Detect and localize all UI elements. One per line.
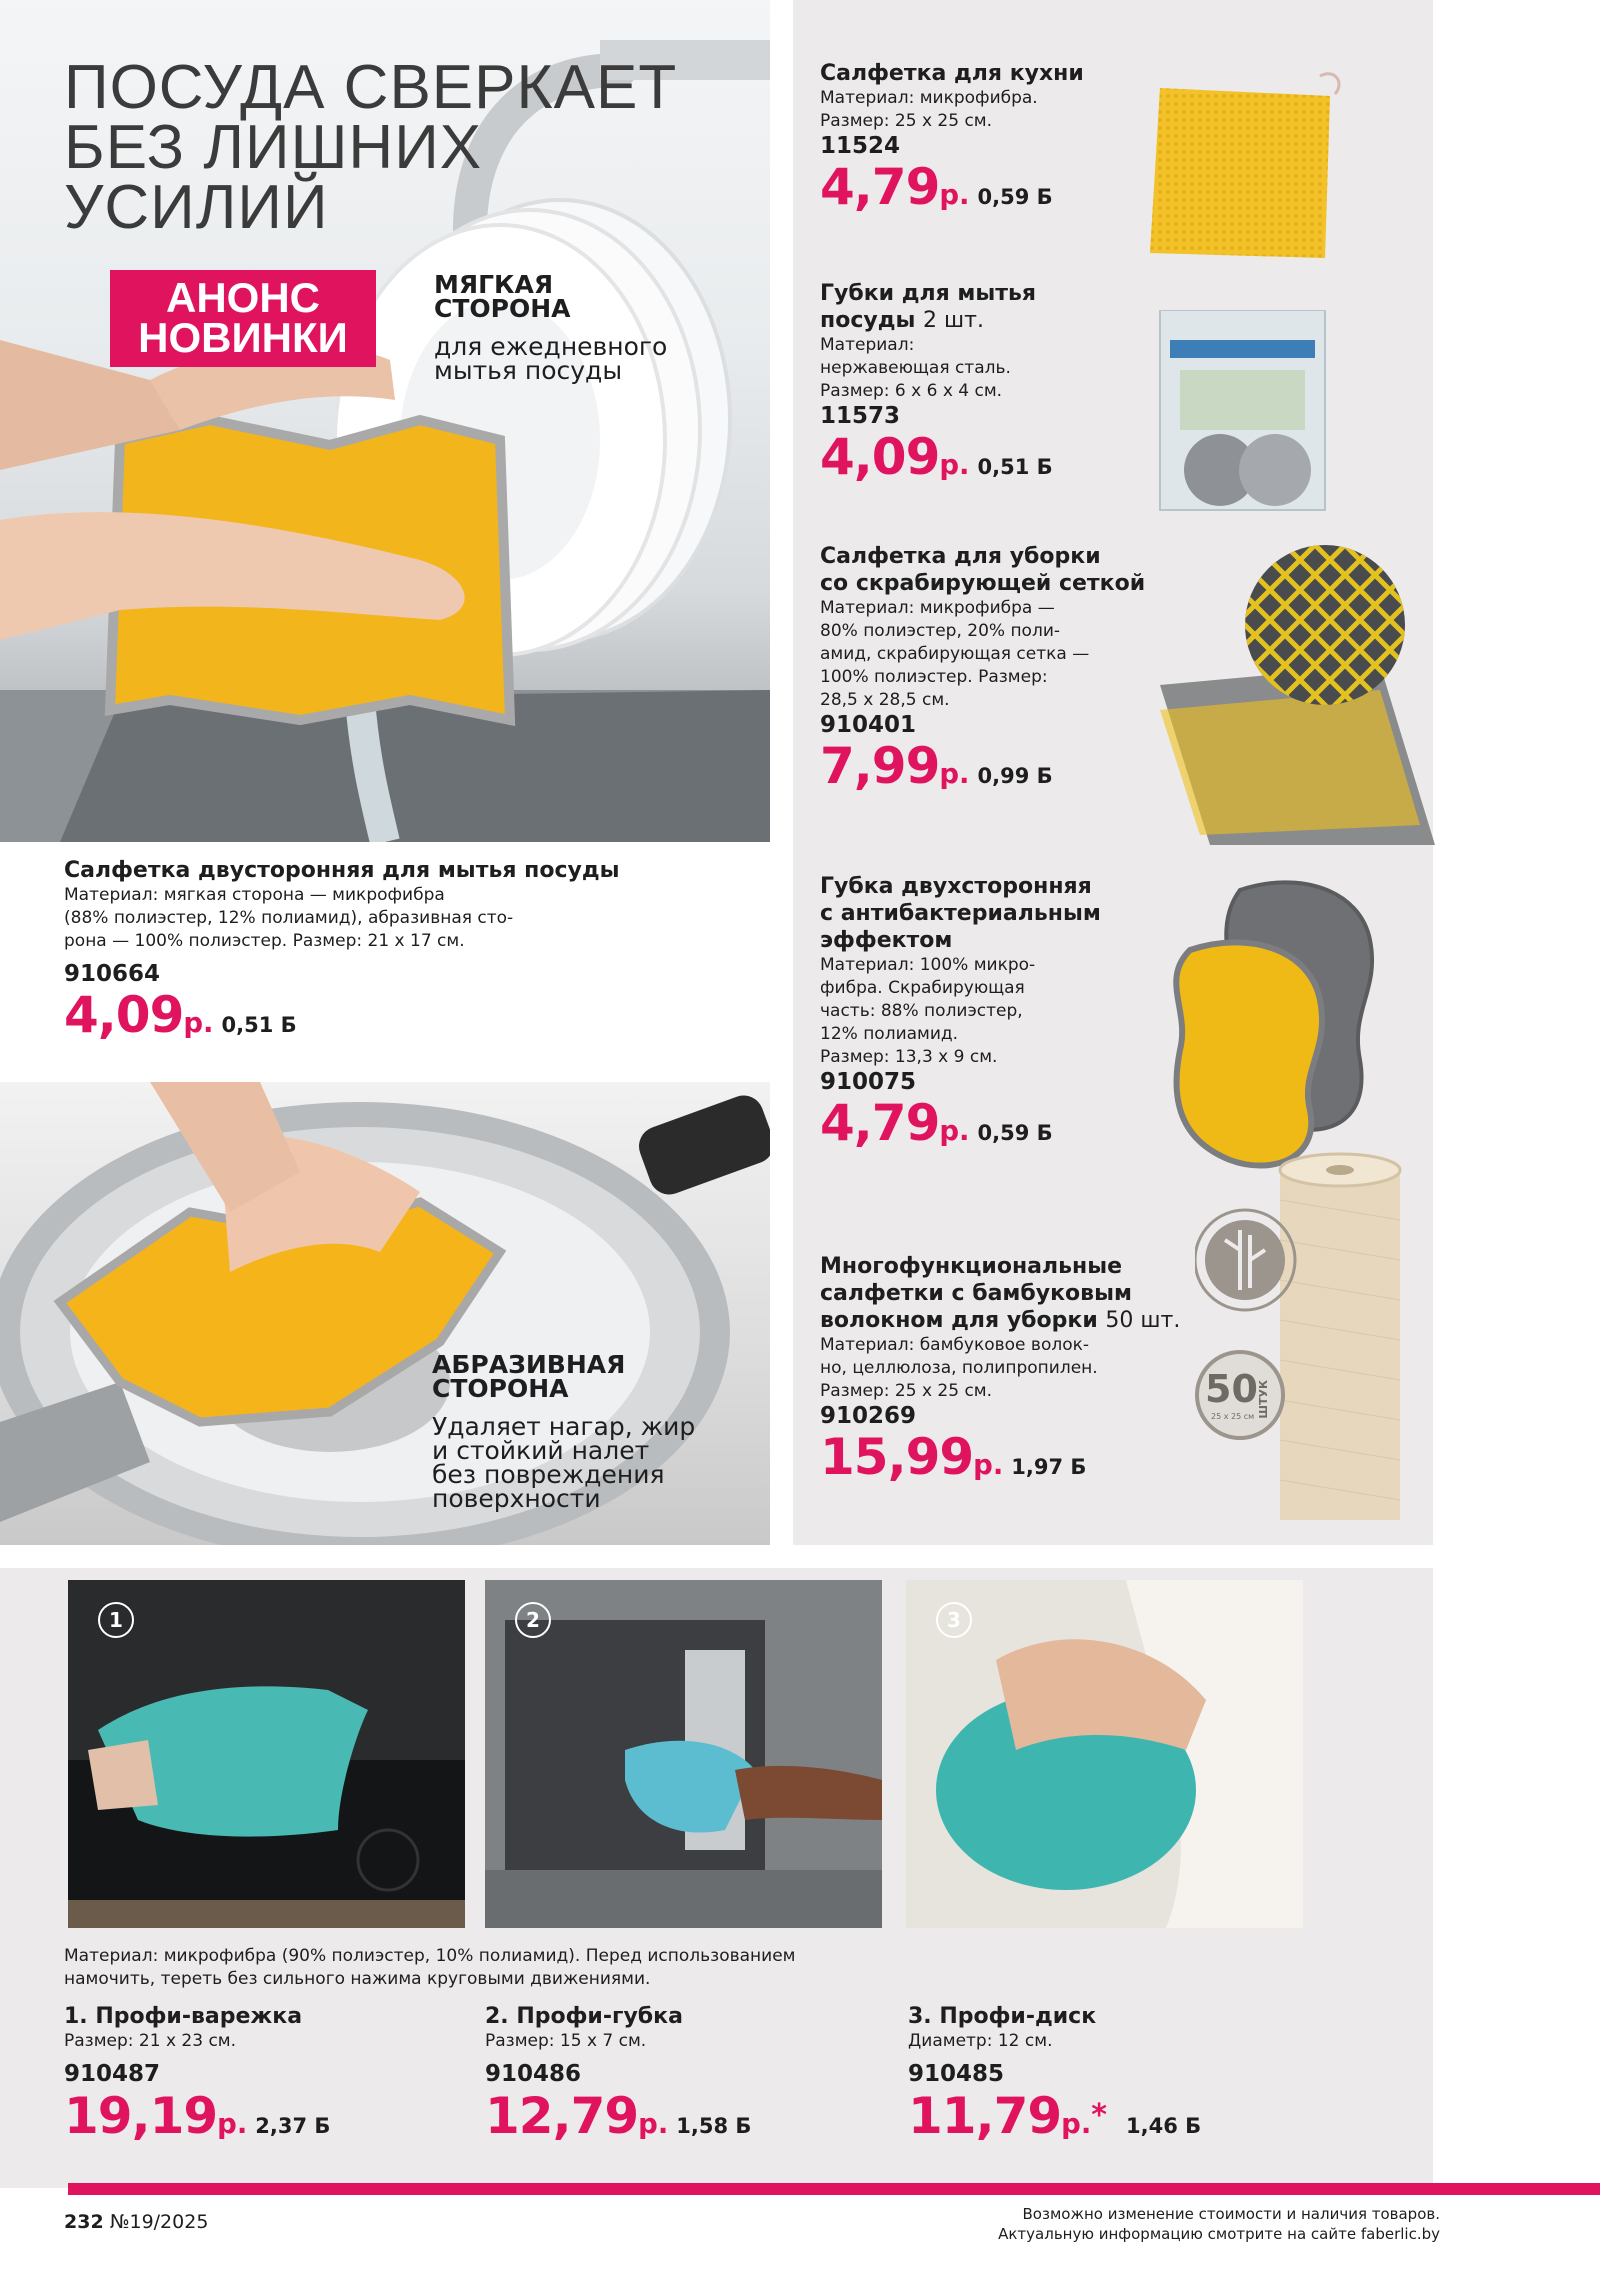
product-price <box>820 1429 1190 1495</box>
product-title: эффектом <box>820 928 953 953</box>
product-desc: амид, скрабирующая сетка — <box>820 644 1090 664</box>
fifty-pieces-badge <box>1195 1350 1285 1440</box>
scrub-cloth-image <box>1150 545 1435 845</box>
footer-accent-line <box>68 2183 1600 2195</box>
product-code: 910269 <box>820 1403 917 1429</box>
main-product-title: Салфетка двусторонняя для мытья посуды <box>64 858 620 883</box>
kitchen-cloth-image <box>1140 68 1350 268</box>
price-value: 7,99 <box>820 737 940 795</box>
product-title: 2. Профи-губка <box>485 2004 683 2029</box>
product-size: Диаметр: 12 см. <box>908 2031 1053 2051</box>
product-size: Размер: 15 x 7 см. <box>485 2031 647 2051</box>
page-number: 232 <box>64 2211 104 2233</box>
product-steel-sponges <box>820 280 1150 495</box>
points: 1,97 Б <box>1011 1455 1087 1479</box>
price-asterisk: * <box>1091 2098 1106 2133</box>
profi-sponge-photo <box>485 1580 882 1928</box>
currency: р. <box>939 179 970 211</box>
profi-material <box>64 1945 1364 1991</box>
product-title-line-3 <box>820 1307 1190 1334</box>
product-code: 910485 <box>908 2061 1005 2087</box>
product-desc: фибра. Скрабирующая <box>820 978 1025 998</box>
product-title: Салфетка для кухни <box>820 61 1084 86</box>
product-size: Размер: 21 x 23 см. <box>64 2031 237 2051</box>
product-title: Губка двухсторонняя <box>820 874 1092 899</box>
product-desc: Материал: микрофибра — <box>820 598 1055 618</box>
currency: р. <box>217 2108 248 2140</box>
price-value: 19,19 <box>64 2087 218 2145</box>
product-title: 3. Профи-диск <box>908 2004 1097 2029</box>
product-desc: 28,5 x 28,5 см. <box>820 690 950 710</box>
profi-glove-photo <box>68 1580 465 1928</box>
points: 1,58 Б <box>676 2114 752 2138</box>
soft-side-callout <box>434 270 734 385</box>
headline-line-3: УСИЛИЙ <box>64 173 329 242</box>
product-desc: часть: 88% полиэстер, <box>820 1001 1023 1021</box>
bamboo-roll-image <box>1195 1140 1425 1540</box>
soft-side-title-1: МЯГКАЯ <box>434 270 554 299</box>
product-price <box>64 2087 444 2155</box>
points: 0,99 Б <box>977 764 1053 788</box>
headline-line-1: ПОСУДА СВЕРКАЕТ <box>64 53 678 122</box>
currency: р. <box>973 1449 1004 1481</box>
main-product-desc-1: Материал: мягкая сторона — микрофибра <box>64 885 445 905</box>
product-title: 1. Профи-варежка <box>64 2004 303 2029</box>
product-code: 11573 <box>820 403 901 429</box>
footer-note-1: Возможно изменение стоимости и наличия товаров. <box>1022 2205 1440 2223</box>
badge-number: 50 <box>1205 1367 1258 1411</box>
abrasive-side-text-2: и стойкий налет <box>432 1436 650 1465</box>
page-footer-left <box>64 2211 208 2233</box>
product-code: 11524 <box>820 133 901 159</box>
antibacterial-sponge-image <box>1160 870 1390 1170</box>
abrasive-side-text-3: без повреждения <box>432 1460 665 1489</box>
abrasive-side-title-1: АБРАЗИВНАЯ <box>432 1350 626 1379</box>
currency: р. <box>939 1115 970 1147</box>
soft-side-text-1: для ежедневного <box>434 332 668 361</box>
product-desc: 80% полиэстер, 20% поли- <box>820 621 1061 641</box>
headline <box>64 53 704 242</box>
product-scrub-cloth <box>820 543 1200 804</box>
points: 0,51 Б <box>977 455 1053 479</box>
soft-side-text-2: мытья посуды <box>434 356 623 385</box>
product-desc: но, целлюлоза, полипропилен. <box>820 1358 1098 1378</box>
currency: р. <box>939 449 970 481</box>
badge-unit: ШТУК <box>1257 1380 1270 1419</box>
points: 0,51 Б <box>221 1013 297 1037</box>
issue-number: №19/2025 <box>109 2211 209 2233</box>
points: 0,59 Б <box>977 1121 1053 1145</box>
product-desc: 12% полиамид. <box>820 1024 959 1044</box>
currency: р. <box>638 2108 669 2140</box>
badge-size: 25 x 25 см <box>1211 1412 1255 1421</box>
headline-line-2: БЕЗ ЛИШНИХ <box>64 113 483 182</box>
abrasive-side-title-2: СТОРОНА <box>432 1374 569 1403</box>
main-product <box>64 857 764 1053</box>
product-price <box>820 738 1200 804</box>
main-product-desc-3: рона — 100% полиэстер. Размер: 21 x 17 см. <box>64 931 465 951</box>
points: 2,37 Б <box>255 2114 331 2138</box>
profi-disc-photo <box>906 1580 1303 1928</box>
product-quantity: 50 шт. <box>1105 1308 1181 1333</box>
product-desc: Размер: 6 x 6 x 4 см. <box>820 381 1003 401</box>
main-product-code: 910664 <box>64 961 161 987</box>
page-footer-note <box>800 2204 1440 2244</box>
product-desc: Материал: микрофибра. <box>820 88 1038 108</box>
product-desc: Материал: бамбуковое волок- <box>820 1335 1090 1355</box>
currency: р. <box>1061 2108 1092 2140</box>
main-product-price <box>64 987 764 1053</box>
product-price <box>820 159 1140 225</box>
product-desc: 100% полиэстер. Размер: <box>820 667 1048 687</box>
product-bamboo-wipes <box>820 1253 1190 1495</box>
product-kitchen-cloth <box>820 60 1140 225</box>
material-line-2: намочить, тереть без сильного нажима круговыми движениями. <box>64 1969 651 1989</box>
abrasive-side-text-4: поверхности <box>432 1484 601 1513</box>
product-title: с антибактериальным <box>820 901 1101 926</box>
product-code: 910075 <box>820 1069 917 1095</box>
main-product-desc-2: (88% полиэстер, 12% полиамид), абразивная сто- <box>64 908 514 928</box>
product-title: Многофункциональные <box>820 1254 1123 1279</box>
number-badge: 3 <box>936 1602 972 1638</box>
product-desc: Размер: 25 x 25 см. <box>820 111 993 131</box>
product-desc: Размер: 25 x 25 см. <box>820 1381 993 1401</box>
material-line-1: Материал: микрофибра (90% полиэстер, 10% полиамид). Перед использованием <box>64 1946 796 1966</box>
product-desc: Размер: 13,3 x 9 см. <box>820 1047 998 1067</box>
price-value: 4,09 <box>820 428 940 486</box>
profi-item-disc <box>908 2003 1308 2155</box>
number-badge: 1 <box>98 1602 134 1638</box>
product-title: посуды <box>820 308 916 333</box>
abrasive-side-text-1: Удаляет нагар, жир <box>432 1412 696 1441</box>
product-desc: Материал: <box>820 335 915 355</box>
product-desc: нержавеющая сталь. <box>820 358 1011 378</box>
product-title: Салфетка для уборки <box>820 544 1101 569</box>
price-value: 4,79 <box>820 158 940 216</box>
points: 0,59 Б <box>977 185 1053 209</box>
badge-line-1: АНОНС <box>166 274 320 321</box>
price-value: 4,09 <box>64 986 184 1044</box>
abrasive-side-callout <box>432 1350 772 1513</box>
price-value: 15,99 <box>820 1428 974 1486</box>
product-code: 910486 <box>485 2061 582 2087</box>
product-price <box>820 429 1150 495</box>
number-badge: 2 <box>515 1602 551 1638</box>
product-desc: Материал: 100% микро- <box>820 955 1036 975</box>
currency: р. <box>939 758 970 790</box>
product-title: салфетки с бамбуковым <box>820 1281 1132 1306</box>
badge-line-2: НОВИНКИ <box>138 314 348 361</box>
product-price <box>485 2087 865 2155</box>
product-price <box>908 2087 1308 2155</box>
product-code: 910401 <box>820 712 917 738</box>
product-code: 910487 <box>64 2061 161 2087</box>
price-value: 11,79 <box>908 2087 1062 2145</box>
footer-note-2: Актуальную информацию смотрите на сайте faberlic.by <box>998 2225 1440 2243</box>
soft-side-title-2: СТОРОНА <box>434 294 571 323</box>
currency: р. <box>183 1007 214 1039</box>
product-title: волокном для уборки <box>820 1308 1098 1333</box>
product-title-line-2 <box>820 307 1150 334</box>
profi-item-glove <box>64 2003 444 2155</box>
points: 1,46 Б <box>1126 2114 1202 2138</box>
steel-sponges-image <box>1150 310 1335 515</box>
product-title: Губки для мытья <box>820 281 1037 306</box>
new-products-badge <box>110 270 376 367</box>
price-value: 4,79 <box>820 1094 940 1152</box>
product-title: со скрабирующей сеткой <box>820 571 1146 596</box>
product-price <box>820 1095 1150 1161</box>
profi-item-sponge <box>485 2003 865 2155</box>
product-antibacterial-sponge <box>820 873 1150 1161</box>
product-quantity: 2 шт. <box>923 308 984 333</box>
price-value: 12,79 <box>485 2087 639 2145</box>
